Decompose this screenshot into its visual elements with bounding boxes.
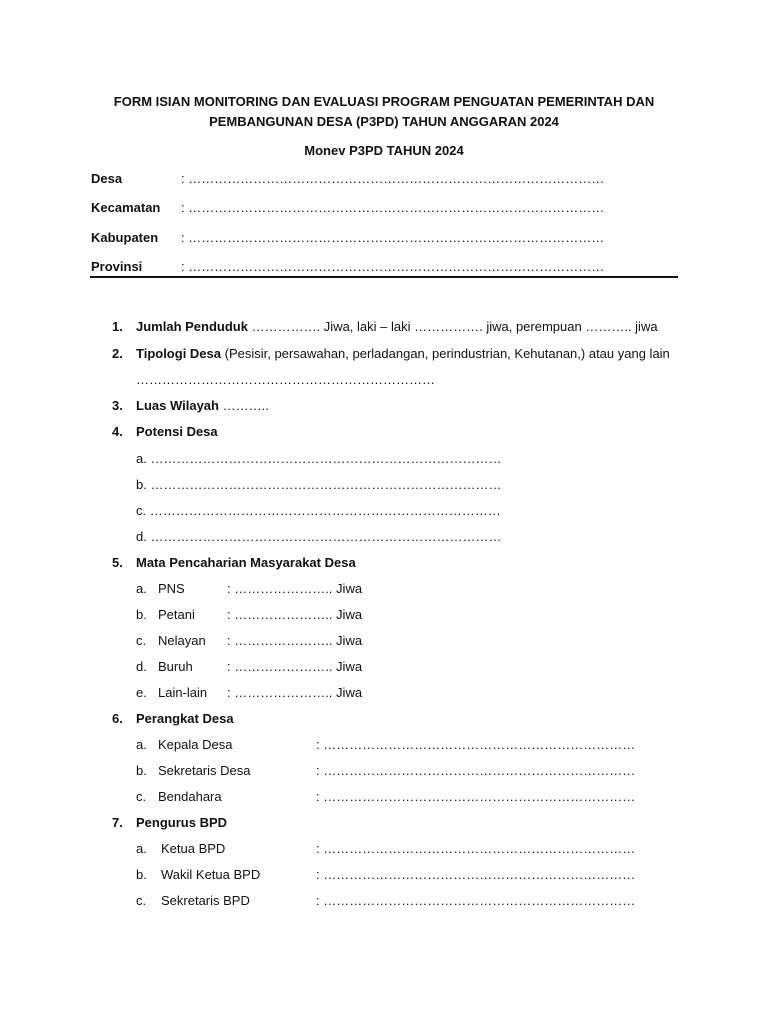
q5-item-value: : ………………….. Jiwa — [227, 633, 363, 648]
q2-number: 2. — [112, 346, 123, 361]
q3-label: Luas Wilayah — [136, 398, 219, 413]
q5-number: 5. — [112, 555, 123, 570]
q7-item-name: Ketua BPD — [161, 841, 226, 856]
identity-label-provinsi: Provinsi — [91, 259, 143, 274]
identity-value-provinsi: : …………………………………………………………………………………… — [181, 259, 605, 274]
form-subtitle: Monev P3PD TAHUN 2024 — [304, 143, 464, 158]
identity-label-desa: Desa — [91, 171, 123, 186]
q6-item-letter: a. — [136, 737, 147, 752]
q4-item-d: d. ……………………………………………………………………… — [136, 529, 502, 544]
q6-item-value: : ……………………………………………………………… — [316, 789, 636, 804]
q6-item-letter: c. — [136, 789, 147, 804]
q2-text: (Pesisir, persawahan, perladangan, perindustrian, Kehutanan,) atau yang lain — [221, 346, 670, 361]
q1-number: 1. — [112, 319, 123, 334]
identity-value-kecamatan: : …………………………………………………………………………………… — [181, 200, 605, 215]
q4-label: Potensi Desa — [136, 424, 218, 439]
q6-item-value: : ……………………………………………………………… — [316, 763, 636, 778]
q1-fields: ……………. Jiwa, laki – laki ……………. jiwa, perempuan ……….. jiwa — [247, 319, 658, 334]
q4-item-b: b. ……………………………………………………………………… — [136, 477, 502, 492]
identity-label-kabupaten: Kabupaten — [91, 230, 159, 245]
q5-item-letter: e. — [136, 685, 147, 700]
q4-number: 4. — [112, 424, 123, 439]
q5-item-letter: b. — [136, 607, 147, 622]
q7-number: 7. — [112, 815, 123, 830]
q2-line — [136, 346, 670, 361]
q1-line — [136, 319, 658, 334]
q2-blank-line: …………………………………………………………… — [136, 372, 435, 387]
q6-item-letter: b. — [136, 763, 147, 778]
q7-item-value: : ……………………………………………………………… — [316, 867, 636, 882]
q6-item-name: Sekretaris Desa — [158, 763, 251, 778]
q5-item-value: : ………………….. Jiwa — [227, 659, 363, 674]
q7-item-letter: a. — [136, 841, 147, 856]
q4-item-c: c. ……………………………………………………………………… — [136, 503, 501, 518]
q5-item-letter: d. — [136, 659, 147, 674]
q5-item-name: PNS — [158, 581, 185, 596]
q5-item-value: : ………………….. Jiwa — [227, 581, 363, 596]
form-title-line-2: PEMBANGUNAN DESA (P3PD) TAHUN ANGGARAN 2024 — [209, 114, 559, 129]
q5-item-letter: c. — [136, 633, 147, 648]
q6-number: 6. — [112, 711, 123, 726]
q6-label: Perangkat Desa — [136, 711, 234, 726]
q6-item-name: Kepala Desa — [158, 737, 233, 752]
q7-item-letter: b. — [136, 867, 147, 882]
q5-item-letter: a. — [136, 581, 147, 596]
identity-value-kabupaten: : …………………………………………………………………………………… — [181, 230, 605, 245]
q5-item-name: Petani — [158, 607, 195, 622]
q5-item-name: Nelayan — [158, 633, 206, 648]
q1-label: Jumlah Penduduk — [136, 319, 248, 334]
q7-item-name: Wakil Ketua BPD — [161, 867, 261, 882]
q7-item-value: : ……………………………………………………………… — [316, 893, 636, 908]
q7-item-name: Sekretaris BPD — [161, 893, 250, 908]
form-title-line-1: FORM ISIAN MONITORING DAN EVALUASI PROGRAM PENGUATAN PEMERINTAH DAN — [113, 94, 655, 109]
q2-label: Tipologi Desa — [136, 346, 221, 361]
q5-item-value: : ………………….. Jiwa — [227, 607, 363, 622]
q7-label: Pengurus BPD — [136, 815, 228, 830]
q6-item-name: Bendahara — [158, 789, 222, 804]
q3-number: 3. — [112, 398, 123, 413]
q5-item-value: : ………………….. Jiwa — [227, 685, 363, 700]
q5-item-name: Buruh — [158, 659, 193, 674]
q4-item-a: a. ……………………………………………………………………… — [136, 451, 502, 466]
q5-label: Mata Pencaharian Masyarakat Desa — [136, 555, 356, 570]
q3-line — [136, 398, 269, 413]
q3-blank: ……….. — [218, 398, 269, 413]
header-divider — [90, 276, 678, 278]
q5-item-name: Lain-lain — [158, 685, 208, 700]
identity-label-kecamatan: Kecamatan — [91, 200, 161, 215]
q6-item-value: : ……………………………………………………………… — [316, 737, 636, 752]
q7-item-value: : ……………………………………………………………… — [316, 841, 636, 856]
identity-value-desa: : …………………………………………………………………………………… — [181, 171, 605, 186]
q7-item-letter: c. — [136, 893, 147, 908]
